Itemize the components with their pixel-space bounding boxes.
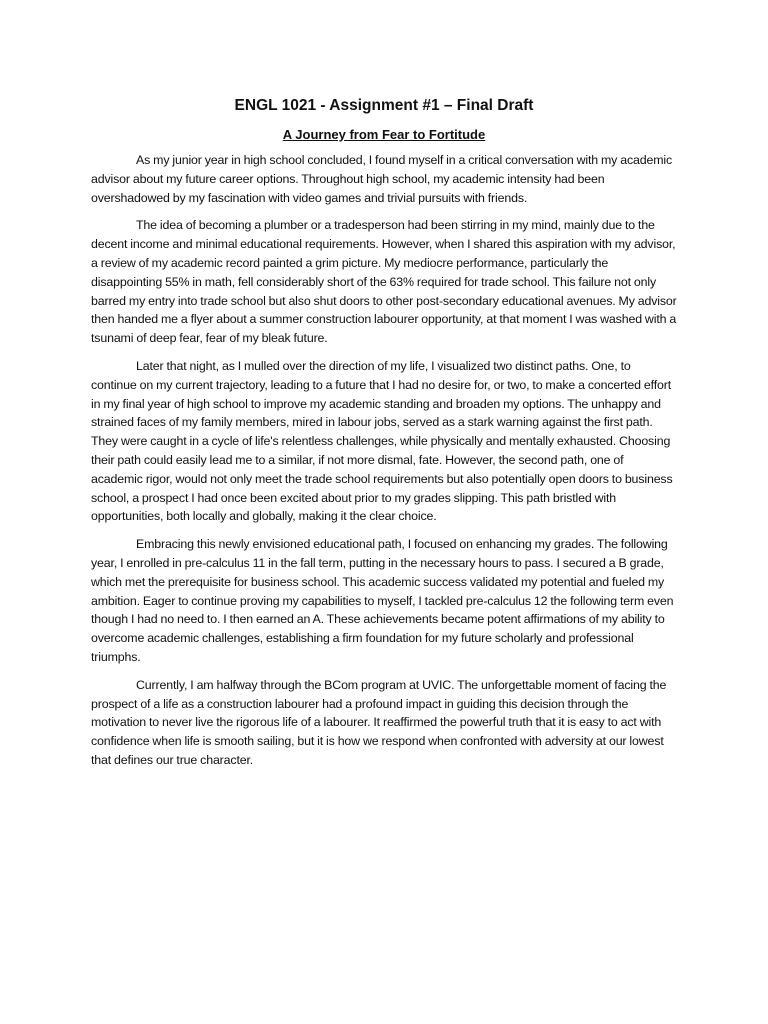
document-page (91, 96, 677, 779)
paragraph-5: Currently, I am halfway through the BCom program at UVIC. The unforgettable moment of facing the prospect of a life as a construction labourer had a profound impact in guiding this decision through the motivation to never live the rigorous life of a labourer. It reaffirmed the powerful truth that it is easy to act with confidence when life is smooth sailing, but it is how we respond when confronted with adversity at our lowest that defines our true character. (91, 677, 667, 767)
paragraph-4: Embracing this newly envisioned educational path, I focused on enhancing my grades. The following year, I enrolled in pre-calculus 11 in the fall term, putting in the necessary hours to pass. I secured a B grade, which met the prerequisite for business school. This academic success validated my potential and fueled my ambition. Eager to continue proving my capabilities to myself, I tackled pre-calculus 12 the following term even though I had no need to. I then earned an A. These achievements became potent affirmations of my ability to overcome academic challenges, establishing a firm foundation for my future scholarly and professional triumphs. (91, 537, 674, 664)
document-title: ENGL 1021 - Assignment #1 – Final Draft (234, 97, 534, 114)
essay-title: A Journey from Fear to Fortitude (282, 127, 486, 142)
paragraph-1: As my junior year in high school concluded, I found myself in a critical conversation with my academic advisor about my future career options. Throughout high school, my academic intensity had been overshadowed by my fascination with video games and trivial pursuits with friends. (91, 153, 673, 205)
paragraph-2: The idea of becoming a plumber or a tradesperson had been stirring in my mind, mainly due to the decent income and minimal educational requirements. However, when I shared this aspiration with my advisor, a review of my academic record painted a grim picture. My mediocre performance, particularly the disappointing 55% in math, fell considerably short of the 63% required for trade school. This failure not only barred my entry into trade school but also shut doors to other post-secondary educational avenues. My advisor then handed me a flyer about a summer construction labourer opportunity, at that moment I was washed with a tsunami of deep fear, fear of my bleak future. (91, 218, 677, 346)
paragraph-3: Later that night, as I mulled over the direction of my life, I visualized two distinct paths. One, to continue on my current trajectory, leading to a future that I had no desire for, or two, to make a concerted effort in my final year of high school to improve my academic standing and broaden my options. The unhappy and strained faces of my family members, mired in labour jobs, served as a stark warning against the first path. They were caught in a cycle of life's relentless challenges, while physically and mentally exhausted. Choosing their path could easily lead me to a similar, if not more dismal, fate. However, the second path, one of academic rigor, would not only meet the trade school requirements but also potentially open doors to business school, a prospect I had once been excited about prior to my grades slipping. This path bristled with opportunities, both locally and globally, making it the clear choice. (91, 358, 673, 524)
